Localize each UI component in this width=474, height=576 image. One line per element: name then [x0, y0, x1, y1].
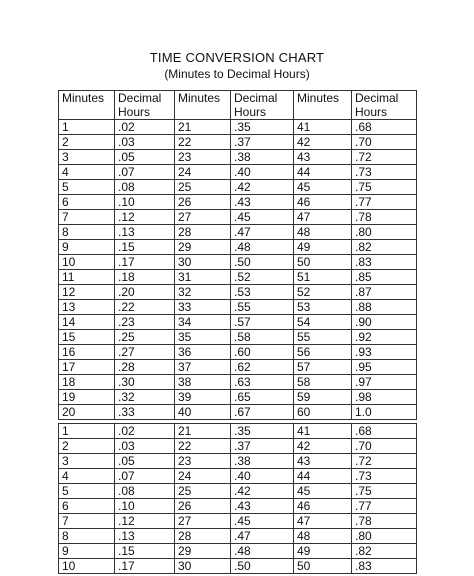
- minutes-cell: 2: [59, 439, 115, 454]
- decimal-hours-cell: .42: [231, 484, 294, 499]
- decimal-hours-cell: .78: [352, 514, 417, 529]
- minutes-cell: 14: [59, 315, 115, 330]
- conversion-table-main: [58, 90, 417, 420]
- decimal-hours-cell: .45: [231, 210, 294, 225]
- decimal-hours-cell: .42: [231, 180, 294, 195]
- minutes-cell: 3: [59, 454, 115, 469]
- decimal-hours-cell: .47: [231, 225, 294, 240]
- decimal-hours-cell: .07: [115, 165, 175, 180]
- decimal-hours-cell: .83: [352, 559, 417, 574]
- table-row: [59, 544, 417, 559]
- decimal-hours-cell: .37: [231, 135, 294, 150]
- minutes-cell: 21: [175, 120, 231, 135]
- table-row: [59, 424, 417, 439]
- table-row: [59, 240, 417, 255]
- minutes-cell: 1: [59, 120, 115, 135]
- decimal-hours-cell: .17: [115, 559, 175, 574]
- minutes-cell: 9: [59, 544, 115, 559]
- minutes-cell: 24: [175, 165, 231, 180]
- minutes-cell: 36: [175, 345, 231, 360]
- decimal-hours-cell: .73: [352, 165, 417, 180]
- minutes-cell: 27: [175, 514, 231, 529]
- decimal-hours-cell: .10: [115, 195, 175, 210]
- minutes-cell: 29: [175, 544, 231, 559]
- minutes-cell: 30: [175, 559, 231, 574]
- decimal-hours-cell: .12: [115, 210, 175, 225]
- decimal-hours-cell: .52: [231, 270, 294, 285]
- decimal-hours-cell: .35: [231, 424, 294, 439]
- decimal-hours-cell: .25: [115, 330, 175, 345]
- decimal-hours-cell: .15: [115, 240, 175, 255]
- minutes-cell: 13: [59, 300, 115, 315]
- minutes-cell: 11: [59, 270, 115, 285]
- table-body-repeat: [59, 424, 417, 574]
- decimal-hours-cell: .70: [352, 439, 417, 454]
- table-row: [59, 120, 417, 135]
- decimal-hours-cell: .27: [115, 345, 175, 360]
- decimal-hours-cell: .57: [231, 315, 294, 330]
- minutes-cell: 56: [294, 345, 352, 360]
- table-row: [59, 484, 417, 499]
- minutes-cell: 17: [59, 360, 115, 375]
- minutes-cell: 9: [59, 240, 115, 255]
- decimal-hours-cell: .83: [352, 255, 417, 270]
- table-row: [59, 514, 417, 529]
- minutes-cell: 30: [175, 255, 231, 270]
- minutes-cell: 52: [294, 285, 352, 300]
- minutes-cell: 50: [294, 559, 352, 574]
- decimal-hours-cell: .12: [115, 514, 175, 529]
- header-decimal-hours-2: Decimal Hours: [231, 91, 294, 120]
- minutes-cell: 25: [175, 484, 231, 499]
- minutes-cell: 19: [59, 390, 115, 405]
- page-title: [0, 50, 474, 65]
- decimal-hours-cell: .77: [352, 195, 417, 210]
- decimal-hours-cell: .32: [115, 390, 175, 405]
- decimal-hours-cell: .82: [352, 544, 417, 559]
- decimal-hours-cell: .03: [115, 135, 175, 150]
- decimal-hours-cell: .05: [115, 150, 175, 165]
- conversion-tables: [58, 90, 417, 574]
- minutes-cell: 37: [175, 360, 231, 375]
- decimal-hours-cell: .48: [231, 240, 294, 255]
- decimal-hours-cell: .68: [352, 424, 417, 439]
- decimal-hours-cell: .50: [231, 559, 294, 574]
- decimal-hours-cell: .28: [115, 360, 175, 375]
- minutes-cell: 4: [59, 165, 115, 180]
- title-text: TIME CONVERSION CHART: [149, 50, 325, 65]
- decimal-hours-cell: .20: [115, 285, 175, 300]
- decimal-hours-cell: .43: [231, 195, 294, 210]
- table-row: [59, 529, 417, 544]
- minutes-cell: 27: [175, 210, 231, 225]
- minutes-cell: 6: [59, 195, 115, 210]
- minutes-cell: 43: [294, 150, 352, 165]
- minutes-cell: 39: [175, 390, 231, 405]
- decimal-hours-cell: .13: [115, 529, 175, 544]
- table-row: [59, 300, 417, 315]
- minutes-cell: 38: [175, 375, 231, 390]
- decimal-hours-cell: .85: [352, 270, 417, 285]
- decimal-hours-cell: .05: [115, 454, 175, 469]
- minutes-cell: 6: [59, 499, 115, 514]
- minutes-cell: 10: [59, 255, 115, 270]
- decimal-hours-cell: .95: [352, 360, 417, 375]
- minutes-cell: 35: [175, 330, 231, 345]
- minutes-cell: 21: [175, 424, 231, 439]
- decimal-hours-cell: .93: [352, 345, 417, 360]
- table-row: [59, 315, 417, 330]
- minutes-cell: 44: [294, 165, 352, 180]
- decimal-hours-cell: .02: [115, 424, 175, 439]
- decimal-hours-cell: .53: [231, 285, 294, 300]
- minutes-cell: 32: [175, 285, 231, 300]
- minutes-cell: 2: [59, 135, 115, 150]
- header-minutes-1: Minutes: [59, 91, 115, 120]
- decimal-hours-cell: .10: [115, 499, 175, 514]
- minutes-cell: 33: [175, 300, 231, 315]
- minutes-cell: 55: [294, 330, 352, 345]
- minutes-cell: 47: [294, 514, 352, 529]
- minutes-cell: 1: [59, 424, 115, 439]
- table-row: [59, 390, 417, 405]
- minutes-cell: 29: [175, 240, 231, 255]
- minutes-cell: 42: [294, 439, 352, 454]
- minutes-cell: 28: [175, 225, 231, 240]
- minutes-cell: 51: [294, 270, 352, 285]
- table-row: [59, 165, 417, 180]
- minutes-cell: 25: [175, 180, 231, 195]
- minutes-cell: 28: [175, 529, 231, 544]
- decimal-hours-cell: .67: [231, 405, 294, 420]
- minutes-cell: 8: [59, 225, 115, 240]
- minutes-cell: 58: [294, 375, 352, 390]
- page-subtitle: [0, 67, 474, 81]
- table-row: [59, 454, 417, 469]
- minutes-cell: 4: [59, 469, 115, 484]
- decimal-hours-cell: .40: [231, 165, 294, 180]
- decimal-hours-cell: .38: [231, 150, 294, 165]
- decimal-hours-cell: .45: [231, 514, 294, 529]
- minutes-cell: 45: [294, 484, 352, 499]
- minutes-cell: 60: [294, 405, 352, 420]
- minutes-cell: 43: [294, 454, 352, 469]
- minutes-cell: 24: [175, 469, 231, 484]
- subtitle-text: (Minutes to Decimal Hours): [164, 67, 310, 81]
- minutes-cell: 12: [59, 285, 115, 300]
- table-row: [59, 330, 417, 345]
- minutes-cell: 40: [175, 405, 231, 420]
- minutes-cell: 46: [294, 499, 352, 514]
- minutes-cell: 57: [294, 360, 352, 375]
- decimal-hours-cell: .80: [352, 529, 417, 544]
- minutes-cell: 54: [294, 315, 352, 330]
- decimal-hours-cell: .18: [115, 270, 175, 285]
- minutes-cell: 46: [294, 195, 352, 210]
- table-row: [59, 559, 417, 574]
- minutes-cell: 44: [294, 469, 352, 484]
- decimal-hours-cell: .75: [352, 180, 417, 195]
- header-row: [59, 91, 417, 120]
- decimal-hours-cell: .22: [115, 300, 175, 315]
- minutes-cell: 23: [175, 150, 231, 165]
- decimal-hours-cell: .58: [231, 330, 294, 345]
- minutes-cell: 53: [294, 300, 352, 315]
- minutes-cell: 16: [59, 345, 115, 360]
- minutes-cell: 7: [59, 210, 115, 225]
- decimal-hours-cell: .60: [231, 345, 294, 360]
- decimal-hours-cell: .33: [115, 405, 175, 420]
- decimal-hours-cell: .68: [352, 120, 417, 135]
- decimal-hours-cell: .70: [352, 135, 417, 150]
- header-minutes-3: Minutes: [294, 91, 352, 120]
- table-row: [59, 150, 417, 165]
- minutes-cell: 34: [175, 315, 231, 330]
- minutes-cell: 49: [294, 544, 352, 559]
- table-row: [59, 439, 417, 454]
- table-body-main: [59, 120, 417, 420]
- minutes-cell: 49: [294, 240, 352, 255]
- table-row: [59, 195, 417, 210]
- minutes-cell: 7: [59, 514, 115, 529]
- table-row: [59, 135, 417, 150]
- decimal-hours-cell: .72: [352, 150, 417, 165]
- decimal-hours-cell: .65: [231, 390, 294, 405]
- minutes-cell: 41: [294, 120, 352, 135]
- decimal-hours-cell: .50: [231, 255, 294, 270]
- decimal-hours-cell: .15: [115, 544, 175, 559]
- header-decimal-hours-1: Decimal Hours: [115, 91, 175, 120]
- minutes-cell: 26: [175, 499, 231, 514]
- minutes-cell: 22: [175, 439, 231, 454]
- table-row: [59, 225, 417, 240]
- table-row: [59, 180, 417, 195]
- decimal-hours-cell: .07: [115, 469, 175, 484]
- decimal-hours-cell: .43: [231, 499, 294, 514]
- decimal-hours-cell: .08: [115, 484, 175, 499]
- minutes-cell: 8: [59, 529, 115, 544]
- decimal-hours-cell: .75: [352, 484, 417, 499]
- decimal-hours-cell: 1.0: [352, 405, 417, 420]
- minutes-cell: 20: [59, 405, 115, 420]
- decimal-hours-cell: .88: [352, 300, 417, 315]
- minutes-cell: 41: [294, 424, 352, 439]
- minutes-cell: 5: [59, 484, 115, 499]
- minutes-cell: 18: [59, 375, 115, 390]
- decimal-hours-cell: .82: [352, 240, 417, 255]
- table-row: [59, 405, 417, 420]
- decimal-hours-cell: .98: [352, 390, 417, 405]
- decimal-hours-cell: .97: [352, 375, 417, 390]
- decimal-hours-cell: .62: [231, 360, 294, 375]
- minutes-cell: 15: [59, 330, 115, 345]
- decimal-hours-cell: .90: [352, 315, 417, 330]
- minutes-cell: 26: [175, 195, 231, 210]
- decimal-hours-cell: .72: [352, 454, 417, 469]
- decimal-hours-cell: .63: [231, 375, 294, 390]
- minutes-cell: 50: [294, 255, 352, 270]
- minutes-cell: 3: [59, 150, 115, 165]
- decimal-hours-cell: .87: [352, 285, 417, 300]
- minutes-cell: 10: [59, 559, 115, 574]
- table-row: [59, 255, 417, 270]
- decimal-hours-cell: .77: [352, 499, 417, 514]
- minutes-cell: 48: [294, 529, 352, 544]
- minutes-cell: 59: [294, 390, 352, 405]
- decimal-hours-cell: .37: [231, 439, 294, 454]
- decimal-hours-cell: .03: [115, 439, 175, 454]
- header-decimal-hours-3: Decimal Hours: [352, 91, 417, 120]
- minutes-cell: 45: [294, 180, 352, 195]
- decimal-hours-cell: .40: [231, 469, 294, 484]
- decimal-hours-cell: .30: [115, 375, 175, 390]
- decimal-hours-cell: .35: [231, 120, 294, 135]
- header-minutes-2: Minutes: [175, 91, 231, 120]
- decimal-hours-cell: .13: [115, 225, 175, 240]
- decimal-hours-cell: .17: [115, 255, 175, 270]
- table-row: [59, 499, 417, 514]
- table-row: [59, 345, 417, 360]
- table-row: [59, 360, 417, 375]
- table-row: [59, 469, 417, 484]
- decimal-hours-cell: .73: [352, 469, 417, 484]
- decimal-hours-cell: .55: [231, 300, 294, 315]
- decimal-hours-cell: .38: [231, 454, 294, 469]
- minutes-cell: 42: [294, 135, 352, 150]
- minutes-cell: 31: [175, 270, 231, 285]
- table-row: [59, 210, 417, 225]
- decimal-hours-cell: .78: [352, 210, 417, 225]
- minutes-cell: 48: [294, 225, 352, 240]
- table-row: [59, 285, 417, 300]
- decimal-hours-cell: .08: [115, 180, 175, 195]
- minutes-cell: 23: [175, 454, 231, 469]
- decimal-hours-cell: .80: [352, 225, 417, 240]
- conversion-table-repeat: [58, 423, 417, 574]
- table-row: [59, 270, 417, 285]
- minutes-cell: 22: [175, 135, 231, 150]
- decimal-hours-cell: .02: [115, 120, 175, 135]
- minutes-cell: 47: [294, 210, 352, 225]
- table-row: [59, 375, 417, 390]
- decimal-hours-cell: .23: [115, 315, 175, 330]
- decimal-hours-cell: .48: [231, 544, 294, 559]
- decimal-hours-cell: .47: [231, 529, 294, 544]
- minutes-cell: 5: [59, 180, 115, 195]
- decimal-hours-cell: .92: [352, 330, 417, 345]
